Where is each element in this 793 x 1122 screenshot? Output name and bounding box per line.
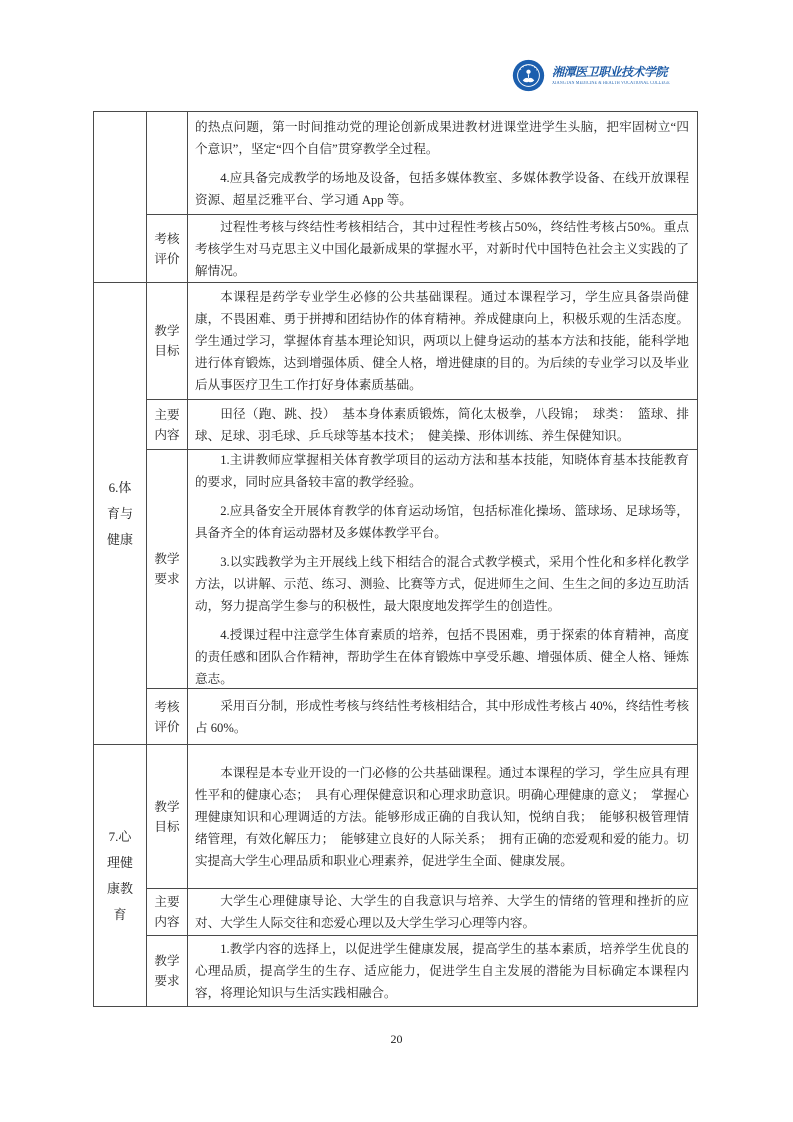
college-header [512,59,696,92]
row-label-cell [147,112,188,214]
content-paragraph: 田径（跑、跳、投） 基本身体素质锻炼，简化太极拳，八段锦； 球类： 篮球、排球、足球、羽毛球、乒乓球等基本技术； 健美操、形体训练、养生保健知识。 [195,406,689,443]
row-content-cell [188,450,697,688]
table-row [147,399,697,449]
row-content-cell [188,283,697,399]
course-name-label: 7.心理健康教育 [106,828,133,922]
row-content-cell [188,745,697,888]
course-name-cell [94,745,147,1006]
row-label-cell: 教学目标 [147,283,188,399]
row-label-cell: 教学要求 [147,450,188,688]
row-content-cell [188,689,697,744]
course-section-mental-health [94,744,697,1006]
table-row [147,214,697,282]
row-label-cell: 考核评价 [147,689,188,744]
row-label-cell: 教学要求 [147,936,188,1006]
table-row [147,112,697,214]
row-content-cell [188,889,697,935]
row-content-cell [188,215,697,282]
course-section-continued [94,112,697,282]
section-rows [147,283,697,744]
row-label-cell: 主要内容 [147,889,188,935]
row-label-cell: 主要内容 [147,400,188,449]
table-row [147,745,697,888]
content-paragraph: 本课程是本专业开设的一门必修的公共基础课程。通过本课程的学习，学生应具有理性平和的健康心态； 具有心理保健意识和心理求助意识。明确心理健康的意义； 掌握心理健康知识和心理调适的方法。能够形成正确的自我认知，悦纳自我； 能够积极管理情绪管理，有效化解压力； 能够建立良好的人际关系； 拥有正确的恋爱观和爱的能力。切实提高大学生心理品质和职业心理素养，促进学生全面、健康发展。 [195,765,689,868]
table-row [147,449,697,688]
table-row [147,888,697,935]
content-paragraph: 3.以实践教学为主开展线上线下相结合的混合式教学模式，采用个性化和多样化教学方法，以讲解、示范、练习、测验、比赛等方式，促进师生之间、生生之间的多边互助活动，努力提高学生参与的积极性，最大限度地发挥学生的创造性。 [195,554,689,613]
course-syllabus-table [93,111,698,1007]
course-name-label: 6.体育与健康 [106,479,133,547]
row-label-cell: 考核评价 [147,215,188,282]
row-label-cell: 教学目标 [147,745,188,888]
table-row [147,688,697,744]
content-paragraph: 本课程是药学专业学生必修的公共基础课程。通过本课程学习，学生应具备崇尚健康，不畏困难、勇于拼搏和团结协作的体育精神。养成健康向上，积极乐观的生活态度。学生通过学习，掌握体育基本理论知识，两项以上健身运动的基本方法和技能，能科学地进行体育锻炼，达到增强体质、健全人格，增进健康的目的。为后续的专业学习以及毕业后从事医疗卫生工作打好身体素质基础。 [195,290,689,392]
college-name-en: XIANGTAN MEDICINE & HEALTH VOCATIONAL COLLEGE [552,80,670,86]
table-row [147,283,697,399]
content-paragraph: 大学生心理健康导论、大学生的自我意识与培养、大学生的情绪的管理和挫折的应对、大学生人际交往和恋爱心理以及大学生学习心理等内容。 [195,894,689,930]
row-content-cell [188,400,697,449]
content-paragraph: 采用百分制，形成性考核与终结性考核相结合，其中形成性考核占 40%，终结性考核占 60%。 [195,698,689,735]
table-row [147,935,697,1006]
content-paragraph: 1.主讲教师应掌握相关体育教学项目的运动方法和基本技能，知晓体育基本技能教育的要求，同时应具备较丰富的教学经验。 [195,452,689,489]
content-paragraph: 的热点问题，第一时间推动党的理论创新成果进教材进课堂进学生头脑，把牢固树立“四个意识”，坚定“四个自信”贯穿教学全过程。 [195,119,689,156]
row-content-cell [188,936,697,1006]
content-paragraph: 过程性考核与终结性考核相结合，其中过程性考核占50%，终结性考核占50%。重点考核学生对马克思主义中国化最新成果的掌握水平，对新时代中国特色社会主义实践的了解情况。 [195,219,689,278]
college-name-zh: 湘潭医卫职业技术学院 [552,64,668,79]
college-logo-icon [512,59,545,92]
content-paragraph: 1.教学内容的选择上，以促进学生健康发展，提高学生的基本素质，培养学生优良的心理品质，提高学生的生存、适应能力，促进学生自主发展的潜能为目标确定本课程内容，将理论知识与生活实践相融合。 [195,942,689,1000]
content-paragraph: 2.应具备安全开展体育教学的体育运动场馆，包括标准化操场、篮球场、足球场等，具备齐全的体育运动器材及多媒体教学平台。 [195,503,689,540]
course-name-cell [94,283,147,744]
content-paragraph: 4.授课过程中注意学生体育素质的培养，包括不畏困难，勇于探索的体育精神，高度的责任感和团队合作精神，帮助学生在体育锻炼中享受乐趣、增强体质、健全人格、锤炼意志。 [195,627,689,686]
college-name-block [552,65,696,87]
row-content-cell [188,112,697,214]
content-paragraph: 4.应具备完成教学的场地及设备，包括多媒体教室、多媒体教学设备、在线开放课程资源、超星泛雅平台、学习通 App 等。 [195,170,689,207]
course-name-cell [94,112,147,282]
section-rows [147,745,697,1006]
page-number: 20 [390,1032,403,1046]
section-rows [147,112,697,282]
course-section-pe [94,282,697,744]
